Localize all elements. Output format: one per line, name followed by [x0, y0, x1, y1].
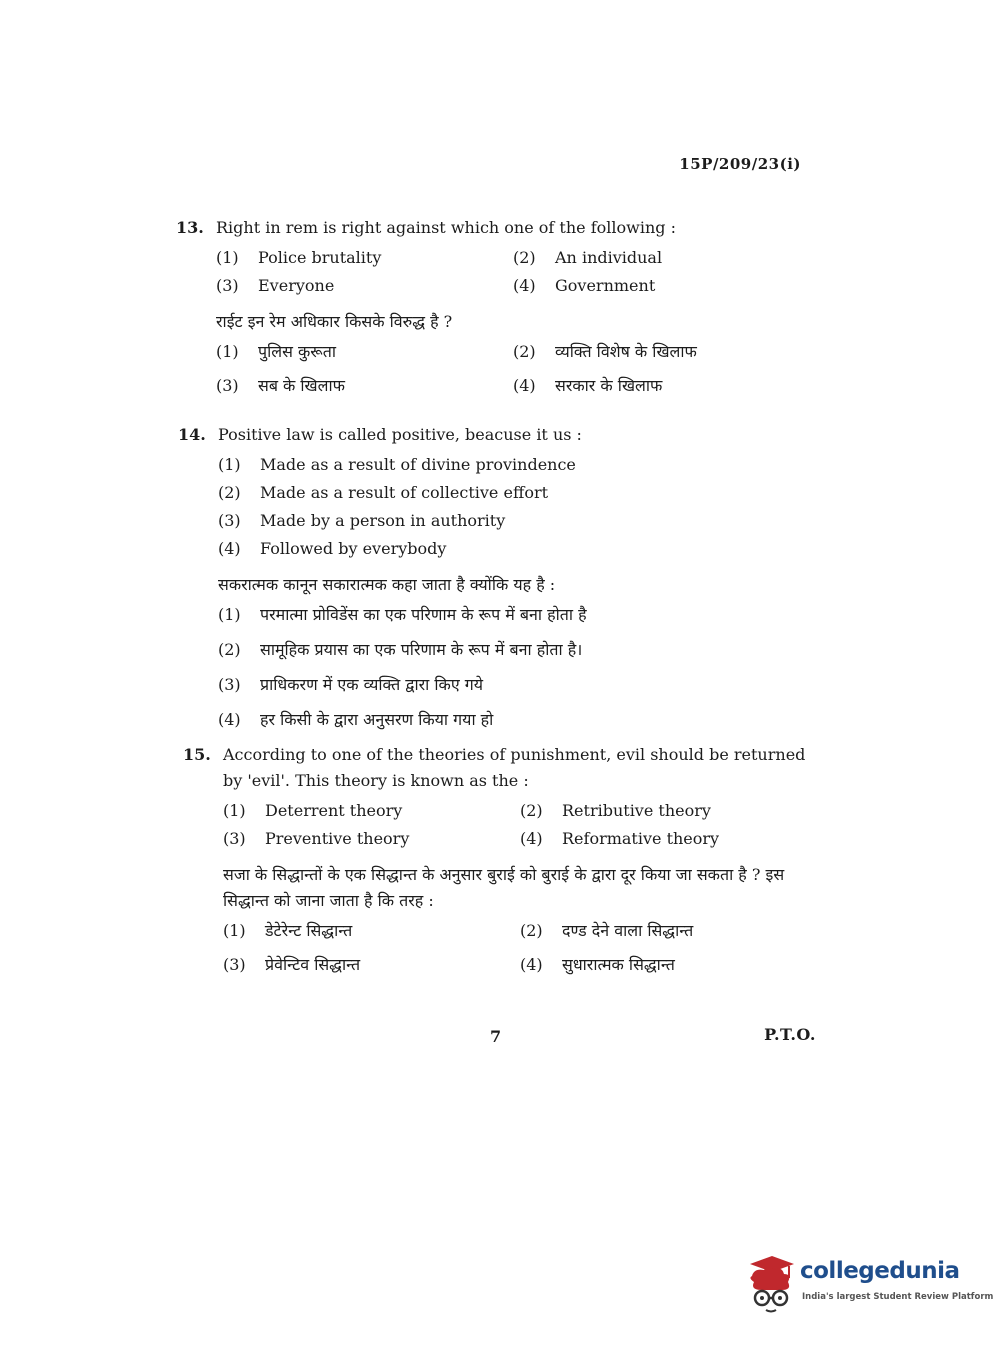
question-stem-hi: राईट इन रेम अधिकार किसके विरुद्ध है ? — [216, 312, 453, 331]
option-4-hi — [513, 373, 776, 399]
option-number: (3) — [218, 675, 241, 694]
option-text: व्यक्ति विशेष के खिलाफ — [555, 342, 697, 361]
option-3 — [223, 826, 520, 852]
question-stem-en: Right in rem is right against which one of the following : — [216, 218, 676, 237]
option-text: सरकार के खिलाफ — [555, 376, 663, 395]
brand-tagline: India's largest Student Review Platform — [802, 1292, 994, 1302]
question-stem-hi: सजा के सिद्धान्तों के एक सिद्धान्त के अनुसार बुराई को बुराई के द्वारा दूर किया जा सकता है ? इस सिद्धान्त को जाना जाता है कि तरह : — [223, 865, 785, 910]
option-text: Made as a result of collective effort — [260, 483, 549, 502]
option-number: (4) — [513, 376, 536, 395]
option-3-hi — [223, 952, 520, 978]
page-number: 7 — [490, 1027, 502, 1046]
question-15 — [183, 742, 823, 978]
option-1-hi — [218, 602, 778, 628]
option-text: Made as a result of divine provindence — [260, 455, 576, 474]
option-4-hi — [520, 952, 823, 978]
question-14 — [178, 422, 778, 742]
option-number: (1) — [216, 248, 239, 267]
option-text: सुधारात्मक सिद्धान्त — [562, 955, 675, 974]
option-number: (2) — [218, 483, 241, 502]
option-text: Government — [555, 276, 656, 295]
option-number: (3) — [216, 276, 239, 295]
option-3-hi — [216, 373, 513, 399]
option-text: परमात्मा प्रोविडेंस का एक परिणाम के रूप में बना होता है — [260, 605, 587, 624]
option-number: (3) — [223, 829, 246, 848]
option-text: Deterrent theory — [265, 801, 403, 820]
option-4-hi — [218, 707, 778, 733]
option-text: Retributive theory — [562, 801, 711, 820]
option-text: An individual — [555, 248, 663, 267]
option-text: सामूहिक प्रयास का एक परिणाम के रूप में बना होता है। — [260, 640, 583, 659]
option-text: पुलिस कुरूता — [258, 342, 336, 361]
option-number: (4) — [520, 829, 543, 848]
question-stem-en: Positive law is called positive, beacuse it us : — [218, 425, 582, 444]
collegedunia-logo — [742, 1246, 994, 1318]
option-text: प्रेवेन्टिव सिद्धान्त — [265, 955, 361, 974]
option-number: (4) — [218, 710, 241, 729]
option-text: डेटेरेन्ट सिद्धान्त — [265, 921, 353, 940]
option-text: दण्ड देने वाला सिद्धान्त — [562, 921, 694, 940]
question-stem-hi: सकरात्मक कानून सकारात्मक कहा जाता है क्योंकि यह है : — [218, 575, 556, 594]
option-1 — [218, 452, 778, 478]
option-number: (1) — [216, 342, 239, 361]
options-en — [223, 798, 823, 852]
option-1-hi — [223, 918, 520, 944]
option-text: Followed by everybody — [260, 539, 447, 558]
option-number: (2) — [513, 248, 536, 267]
options-en — [216, 245, 776, 299]
options-hi — [218, 602, 778, 733]
paper-code: 15P/209/23(i) — [679, 155, 801, 173]
option-4 — [513, 273, 776, 299]
option-3 — [218, 508, 778, 534]
question-number: 13. — [176, 218, 204, 237]
option-number: (1) — [223, 921, 246, 940]
option-3-hi — [218, 672, 778, 698]
option-text: Reformative theory — [562, 829, 720, 848]
brand-name: collegedunia — [800, 1258, 960, 1284]
option-number: (3) — [218, 511, 241, 530]
option-2-hi — [520, 918, 823, 944]
option-number: (4) — [218, 539, 241, 558]
option-number: (2) — [218, 640, 241, 659]
option-2 — [520, 798, 823, 824]
options-hi — [216, 339, 776, 399]
option-text: Police brutality — [258, 248, 382, 267]
question-number: 15. — [183, 745, 211, 764]
pto-label: P.T.O. — [764, 1025, 816, 1044]
question-stem-en: According to one of the theories of punishment, evil should be returned by 'evil'. This theory is known as the : — [223, 745, 806, 790]
option-text: Preventive theory — [265, 829, 410, 848]
option-1 — [216, 245, 513, 271]
option-number: (3) — [223, 955, 246, 974]
option-4 — [218, 536, 778, 562]
option-2 — [513, 245, 776, 271]
option-number: (1) — [218, 605, 241, 624]
option-1-hi — [216, 339, 513, 365]
option-text: Made by a person in authority — [260, 511, 506, 530]
option-number: (2) — [520, 801, 543, 820]
option-number: (2) — [513, 342, 536, 361]
option-number: (1) — [223, 801, 246, 820]
option-number: (1) — [218, 455, 241, 474]
question-13 — [176, 215, 776, 399]
option-number: (2) — [520, 921, 543, 940]
option-2-hi — [513, 339, 776, 365]
mascot-icon — [742, 1246, 802, 1318]
option-text: प्राधिकरण में एक व्यक्ति द्वारा किए गये — [260, 675, 484, 694]
options-hi — [223, 918, 823, 978]
option-number: (3) — [216, 376, 239, 395]
option-text: Everyone — [258, 276, 335, 295]
option-text: सब के खिलाफ — [258, 376, 345, 395]
option-number: (4) — [520, 955, 543, 974]
option-3 — [216, 273, 513, 299]
option-text: हर किसी के द्वारा अनुसरण किया गया हो — [260, 710, 494, 729]
option-1 — [223, 798, 520, 824]
option-2 — [218, 480, 778, 506]
option-number: (4) — [513, 276, 536, 295]
option-2-hi — [218, 637, 778, 663]
option-4 — [520, 826, 823, 852]
question-number: 14. — [178, 425, 206, 444]
options-en — [218, 452, 778, 562]
